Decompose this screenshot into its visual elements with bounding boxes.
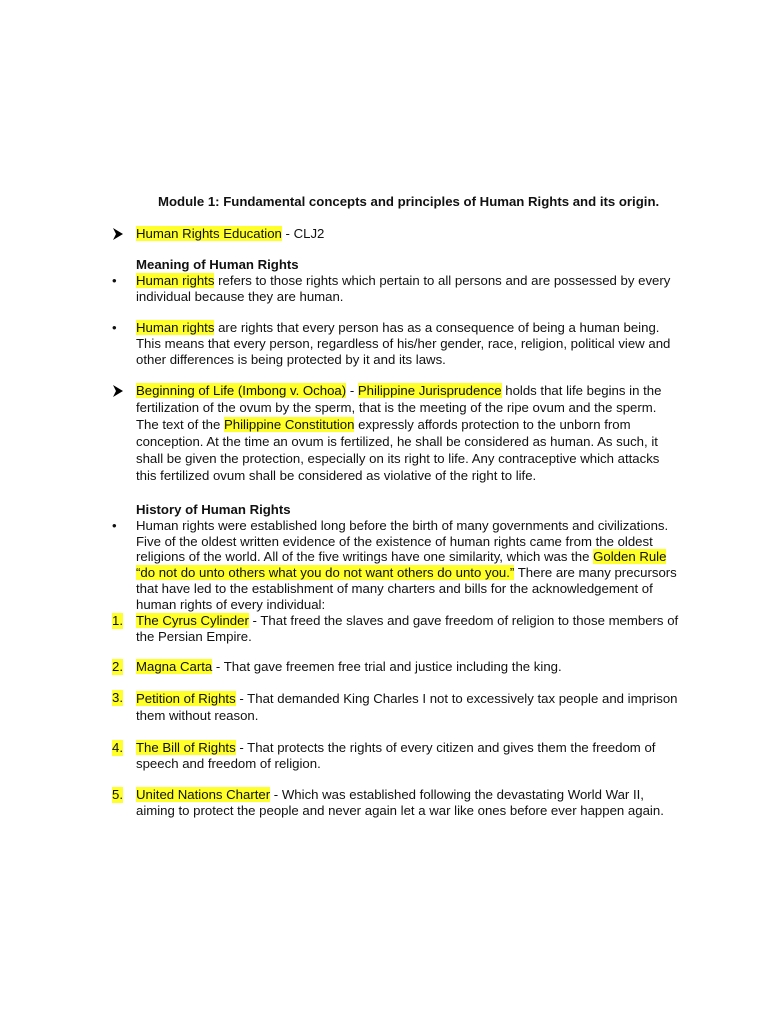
highlight-term: Philippine Constitution bbox=[223, 416, 355, 432]
highlight-term: Beginning of Life (Imbong v. Ochoa) bbox=[136, 383, 347, 398]
list-number: 2. bbox=[112, 659, 123, 674]
section-heading-meaning: Meaning of Human Rights bbox=[136, 257, 299, 272]
list-item-text: - Which was established following the devastating World War II, aiming to protect the people and never again let a war like ones before ever happen again. bbox=[136, 787, 664, 818]
item-beginning-of-life bbox=[136, 383, 682, 484]
list-item bbox=[136, 740, 682, 772]
highlight-term: The Bill of Rights bbox=[136, 740, 236, 755]
paragraph-text: refers to those rights which pertain to all persons and are possessed by every individual because they are human. bbox=[136, 273, 671, 304]
paragraph-text: There are many precursors that have led to the establishment of many charters and bills for the acknowledgement of human rights of every individual: bbox=[136, 565, 677, 612]
document-title: Module 1: Fundamental concepts and principles of Human Rights and its origin. bbox=[158, 194, 660, 209]
list-item bbox=[136, 613, 684, 645]
arrow-bullet-icon bbox=[112, 384, 124, 398]
paragraph-text: Human rights were established long before the birth of many governments and civilizations. Five of the oldest written evidence of the existence of human rights came from the oldest religions of the world. All of the five writings have one similarity, which was the bbox=[136, 518, 669, 565]
highlight-term: Human rights bbox=[136, 320, 215, 335]
history-paragraph bbox=[136, 518, 682, 612]
list-item-text: - That freed the slaves and gave freedom of religion to those members of the Persian Empire. bbox=[136, 613, 679, 644]
bullet-icon: • bbox=[112, 320, 117, 335]
list-item bbox=[136, 659, 682, 675]
bullet-paragraph bbox=[136, 320, 682, 368]
list-item-text: - That protects the rights of every citizen and gives them the freedom of speech and freedom of religion. bbox=[136, 740, 656, 771]
arrow-bullet-icon bbox=[112, 227, 124, 241]
section-heading-history: History of Human Rights bbox=[136, 502, 291, 517]
list-item-text: - That demanded King Charles I not to excessively tax people and imprison them without reason. bbox=[136, 691, 678, 723]
highlight-term: The Cyrus Cylinder bbox=[136, 613, 249, 628]
paragraph-text: expressly affords protection to the unborn from conception. At the time an ovum is fertilized, he shall be considered as human. As such, it shall be given the protection, especially on its right to life. Any contraceptive which attacks this fertilized ovum shall be considered as violative of the right to life. bbox=[136, 416, 660, 483]
highlight-term: Human Rights Education bbox=[136, 226, 282, 241]
list-item bbox=[136, 787, 682, 819]
item-human-rights-education bbox=[136, 226, 682, 242]
highlight-term: United Nations Charter bbox=[136, 787, 271, 802]
separator-text: - bbox=[346, 383, 358, 398]
highlight-term: Golden Rule “do not do unto others what you do not want others do unto you.” bbox=[136, 549, 667, 581]
list-item-text: - That gave freemen free trial and justice including the king. bbox=[212, 659, 562, 674]
bullet-icon: • bbox=[112, 518, 117, 533]
highlight-term: Human rights bbox=[136, 273, 215, 288]
paragraph-text: are rights that every person has as a consequence of being a human being. This means that every person, regardless of his/her gender, race, religion, political view and other differences is being protected by it and its laws. bbox=[136, 320, 671, 367]
highlight-term: Philippine Jurisprudence bbox=[357, 383, 502, 398]
list-number: 3. bbox=[112, 690, 123, 705]
list-number: 4. bbox=[112, 740, 123, 755]
paragraph-text: holds that life begins in the fertilization of the ovum by the sperm, that is the meeting of the ripe ovum and the sperm. The text of the bbox=[136, 383, 662, 432]
bullet-paragraph bbox=[136, 273, 682, 305]
list-number: 1. bbox=[112, 613, 123, 628]
bullet-icon: • bbox=[112, 273, 117, 288]
highlight-term: Magna Carta bbox=[136, 659, 213, 674]
list-item bbox=[136, 690, 682, 724]
item-text: - CLJ2 bbox=[281, 226, 325, 241]
list-number: 5. bbox=[112, 787, 123, 802]
highlight-term: Petition of Rights bbox=[136, 691, 236, 706]
